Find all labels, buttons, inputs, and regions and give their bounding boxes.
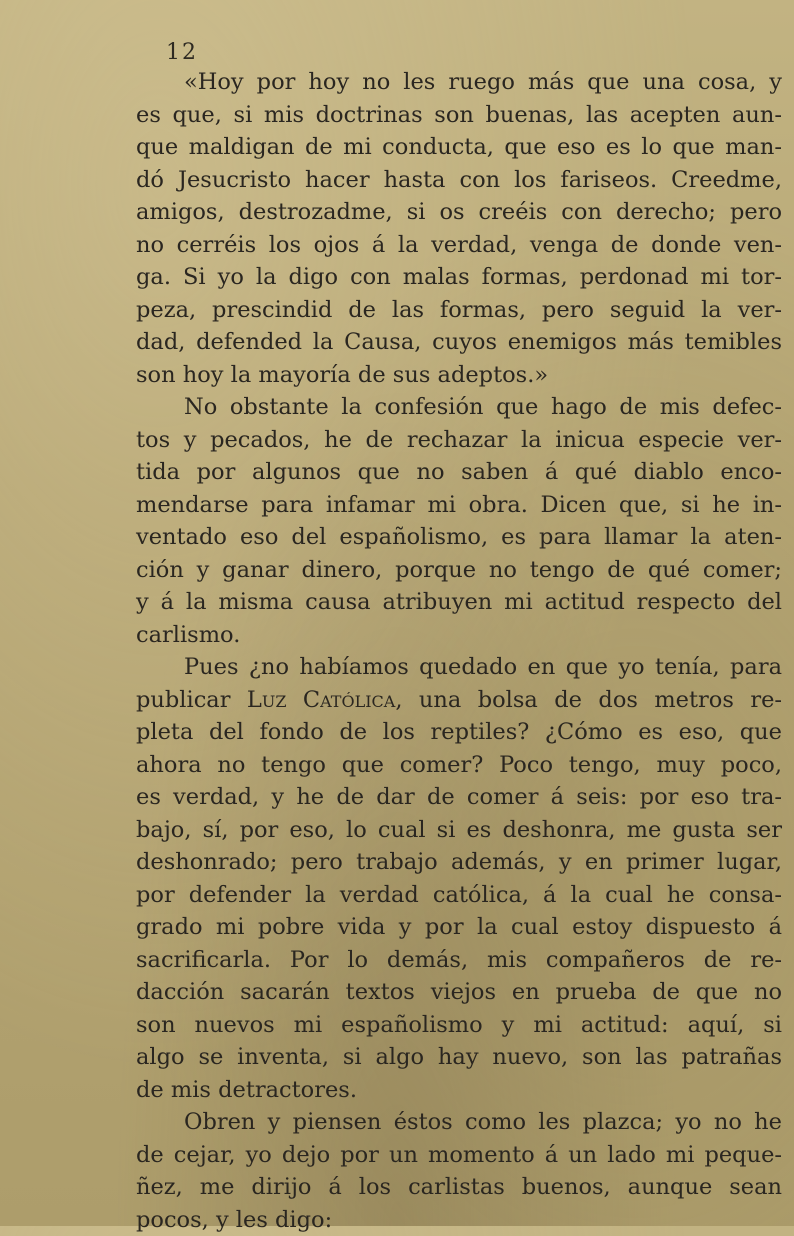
paragraph	[136, 66, 782, 391]
paragraph	[136, 1106, 782, 1236]
text-line: sacrificarla. Por lo demás, mis compañeros de re-	[136, 944, 782, 977]
text-line: es verdad, y he de dar de comer á seis: por eso tra-	[136, 781, 782, 814]
text-line: grado mi pobre vida y por la cual estoy dispuesto á	[136, 911, 782, 944]
text-line: ventado eso del españolismo, es para llamar la aten-	[136, 521, 782, 554]
text-line: amigos, destrozadme, si os creéis con derecho; pero	[136, 196, 782, 229]
text-line: es que, si mis doctrinas son buenas, las acepten aun-	[136, 99, 782, 132]
text-line: tida por algunos que no saben á qué diablo enco-	[136, 456, 782, 489]
text-line: mendarse para infamar mi obra. Dicen que, si he in-	[136, 489, 782, 522]
text-line: son nuevos mi españolismo y mi actitud: aquí, si	[136, 1009, 782, 1042]
text-line: deshonrado; pero trabajo además, y en primer lugar,	[136, 846, 782, 879]
text-line: Obren y piensen éstos como les plazca; yo no he	[136, 1106, 782, 1139]
text-line: Pues ¿no habíamos quedado en que yo tenía, para	[136, 651, 782, 684]
text-line: pocos, y les digo:	[136, 1204, 782, 1236]
page-number: 12	[166, 40, 198, 65]
text-line: de cejar, yo dejo por un momento á un lado mi peque-	[136, 1139, 782, 1172]
text-line: de mis detractores.	[136, 1074, 782, 1107]
text-line: No obstante la confesión que hago de mis defec-	[136, 391, 782, 424]
text-line: «Hoy por hoy no les ruego más que una cosa, y	[136, 66, 782, 99]
text-line: tos y pecados, he de rechazar la inicua especie ver-	[136, 424, 782, 457]
text-line: algo se inventa, si algo hay nuevo, son las patrañas	[136, 1041, 782, 1074]
text-line: que maldigan de mi conducta, que eso es lo que man-	[136, 131, 782, 164]
text-line: ñez, me dirijo á los carlistas buenos, aunque sean	[136, 1171, 782, 1204]
text-line: por defender la verdad católica, á la cual he consa-	[136, 879, 782, 912]
text-line: publicar Luz Católica, una bolsa de dos metros re-	[136, 684, 782, 717]
text-line: carlismo.	[136, 619, 782, 652]
text-line: pleta del fondo de los reptiles? ¿Cómo es eso, que	[136, 716, 782, 749]
text-line: ahora no tengo que comer? Poco tengo, muy poco,	[136, 749, 782, 782]
text-line: ga. Si yo la digo con malas formas, perdonad mi tor-	[136, 261, 782, 294]
text-line: bajo, sí, por eso, lo cual si es deshonra, me gusta ser	[136, 814, 782, 847]
text-line: dó Jesucristo hacer hasta con los fariseos. Creedme,	[136, 164, 782, 197]
publication-title: Luz Católica	[247, 687, 395, 713]
text-line: ción y ganar dinero, porque no tengo de qué comer;	[136, 554, 782, 587]
paragraph	[136, 651, 782, 1106]
page-text	[136, 66, 782, 1236]
text-line: dad, defended la Causa, cuyos enemigos más temibles	[136, 326, 782, 359]
text-line: y á la misma causa atribuyen mi actitud respecto del	[136, 586, 782, 619]
text-line: peza, prescindid de las formas, pero seguid la ver-	[136, 294, 782, 327]
paragraph	[136, 391, 782, 651]
text-line: son hoy la mayoría de sus adeptos.»	[136, 359, 782, 392]
text-line: dacción sacarán textos viejos en prueba de que no	[136, 976, 782, 1009]
text-line: no cerréis los ojos á la verdad, venga de donde ven-	[136, 229, 782, 262]
